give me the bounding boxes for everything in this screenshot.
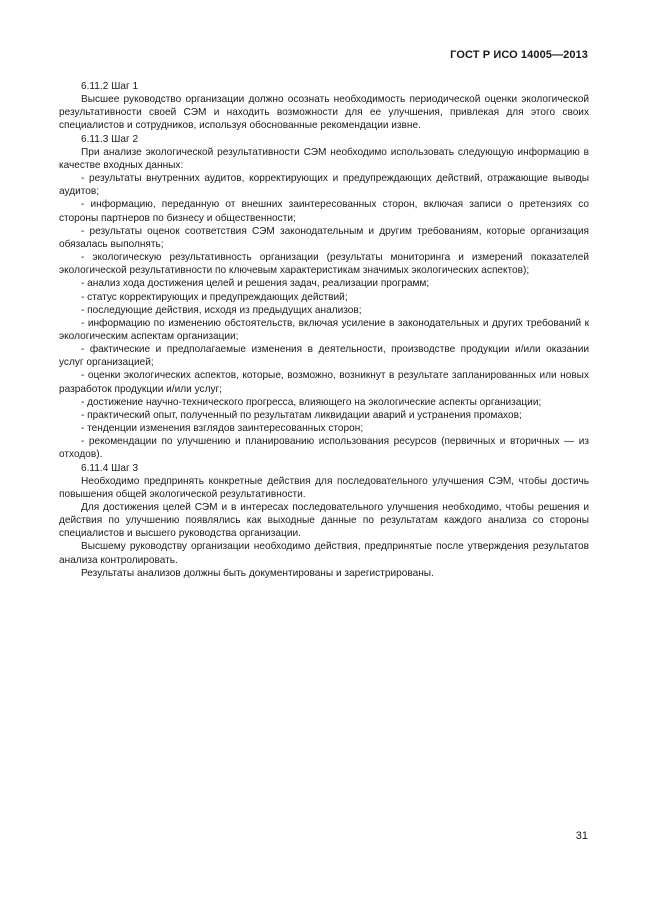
paragraph: Результаты анализов должны быть документированы и зарегистрированы. (81, 567, 434, 579)
section-heading: 6.11.4 Шаг 3 (81, 462, 139, 474)
list-item: - информацию по изменению обстоятельств, включая усиление в законодательных и других требований к экологическим аспектам организации; (59, 317, 589, 342)
section-6-11-3 (59, 133, 589, 462)
section-6-11-2 (59, 80, 589, 133)
document-body (59, 80, 589, 580)
paragraph: Высшему руководству организации необходимо действия, предпринятые после утверждения результатов анализа контролировать. (59, 541, 589, 566)
list-item: - тенденции изменения взглядов заинтересованных сторон; (81, 423, 364, 435)
list-item: - экологическую результативность организации (результаты мониторинга и измерений показателей экологической результативности по ключевым характеристикам значимых экологических аспектов); (59, 252, 589, 277)
list-item: - фактические и предполагаемые изменения в деятельности, производстве продукции и/или оказании услуг организацией; (59, 344, 589, 369)
paragraph: Необходимо предпринять конкретные действия для последовательного улучшения СЭМ, чтобы достичь повышения общей экологической результативности. (59, 475, 589, 500)
list-item: - оценки экологических аспектов, которые, возможно, возникнут в результате запланированных или новых разработок продукции и/или услуг; (59, 370, 589, 395)
list-item: - рекомендации по улучшению и планированию использования ресурсов (первичных и вторичных — из отходов). (59, 436, 589, 461)
list-item: - анализ хода достижения целей и решения задач, реализации программ; (81, 278, 430, 290)
list-item: - информацию, переданную от внешних заинтересованных сторон, включая записи о претензиях со стороны партнеров по бизнесу и общественности; (59, 199, 589, 224)
list-item: - последующие действия, исходя из предыдущих анализов; (81, 304, 362, 316)
standard-code-header: ГОСТ Р ИСО 14005—2013 (450, 49, 588, 61)
list-item: - статус корректирующих и предупреждающих действий; (81, 291, 348, 303)
section-6-11-4 (59, 462, 589, 580)
list-item: - достижение научно-технического прогресса, влияющего на экологические аспекты организации; (81, 396, 542, 408)
list-item: - практический опыт, полученный по результатам ликвидации аварий и устранения промахов; (81, 409, 522, 421)
page-number: 31 (575, 830, 588, 842)
paragraph: Высшее руководство организации должно осознать необходимость периодической оценки экологической результативности своей СЭМ и находить возможности для ее улучшения, привлекая для этого своих специалистов и сотрудников, используя обоснованные рекомендации извне. (59, 94, 589, 132)
list-item: - результаты оценок соответствия СЭМ законодательным и другим требованиям, которые организация обязалась выполнять; (59, 225, 589, 250)
paragraph: Для достижения целей СЭМ и в интересах последовательного улучшения необходимо, чтобы решения и действия по улучшению появлялись как выходные данные по результатам каждого анализа со стороны специалистов и высшего руководства организации. (59, 502, 589, 540)
paragraph: При анализе экологической результативности СЭМ необходимо использовать следующую информацию в качестве входных данных: (59, 146, 589, 171)
section-heading: 6.11.3 Шаг 2 (81, 133, 139, 145)
section-heading: 6.11.2 Шаг 1 (81, 81, 139, 92)
list-item: - результаты внутренних аудитов, корректирующих и предупреждающих действий, отражающие выводы аудитов; (59, 173, 589, 198)
